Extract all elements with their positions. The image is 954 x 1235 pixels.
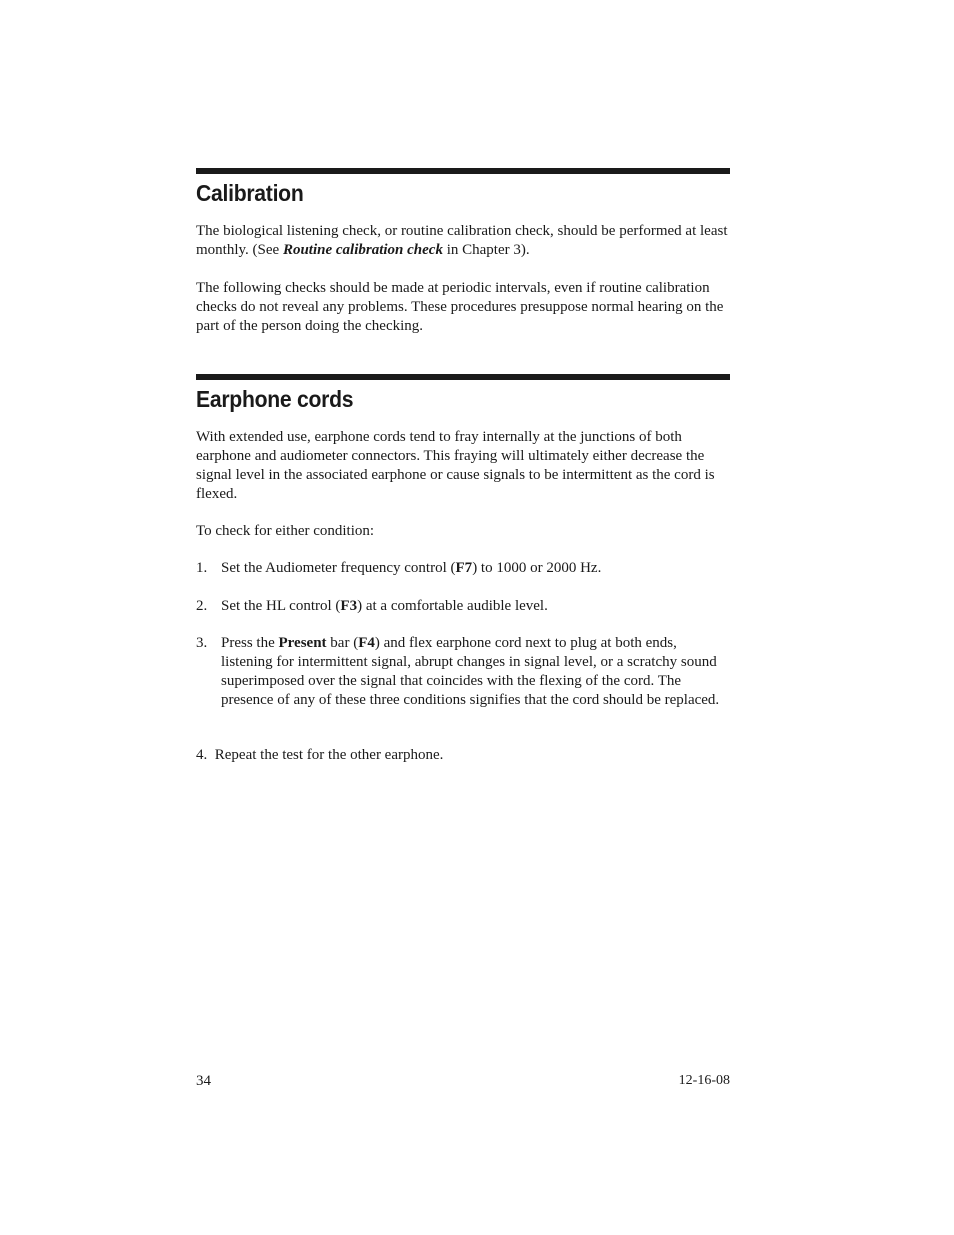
calibration-paragraph-1 [196,222,730,260]
heading-calibration: Calibration [196,180,304,206]
heading-earphone-cords: Earphone cords [196,386,354,412]
step-2-number: 2. [196,598,208,614]
key-f3: F3 [340,598,358,614]
routine-calibration-check-reference: Routine calibration check [282,242,443,258]
step-2-text-start: Set the HL control ( [221,598,341,614]
step-1-number: 1. [196,560,208,576]
list-item-step-4 [196,746,443,765]
section-divider-calibration [196,168,730,174]
key-f4: F4 [358,635,375,651]
present-bar-label: Present [278,635,327,651]
step-1-text-start: Set the Audiometer frequency control ( [221,560,456,576]
step-1-text [221,559,721,578]
step-3-text-start: Press the [221,635,279,651]
step-4-text: Repeat the test for the other earphone. [214,747,444,763]
step-2-text [221,597,721,616]
step-3-number: 3. [196,635,208,651]
step-1-text-end: ) to 1000 or 2000 Hz. [472,560,602,576]
step-2-text-end: ) at a comfortable audible level. [357,598,548,614]
calibration-paragraph-1-text: The biological listening check, or routine calibration check, should be performed at least monthly. (See [196,223,728,258]
key-f7: F7 [455,560,473,576]
revision-date: 12-16-08 [678,1073,730,1088]
check-intro: To check for either condition: [196,523,375,539]
earphone-cords-intro: With extended use, earphone cords tend to fray internally at the junctions of both earphone and audiometer connectors. This fraying will ultimately either decrease the signal level in the associated earphone or cause signals to be intermittent as the cord is flexed. [196,429,715,502]
step-4-number: 4. [196,747,208,763]
calibration-paragraph-2: The following checks should be made at periodic intervals, even if routine calibration checks do not reveal any problems. These procedures presuppose normal hearing on the part of the person doing the checking. [196,280,724,334]
step-3-text [221,634,721,710]
calibration-paragraph-1-tail: in Chapter 3). [442,242,530,258]
page-number: 34 [196,1073,211,1089]
step-3-text-end: ) and flex earphone cord next to plug at both ends, listening for intermittent signal, abrupt changes in signal level, or a scratchy sound superimposed over the signal that coincides with the flexing of the cord. The presence of any of these three conditions signifies that the cord should be replaced. [221,635,720,708]
section-divider-earphone-cords [196,374,730,380]
step-3-text-mid: bar ( [326,635,359,651]
